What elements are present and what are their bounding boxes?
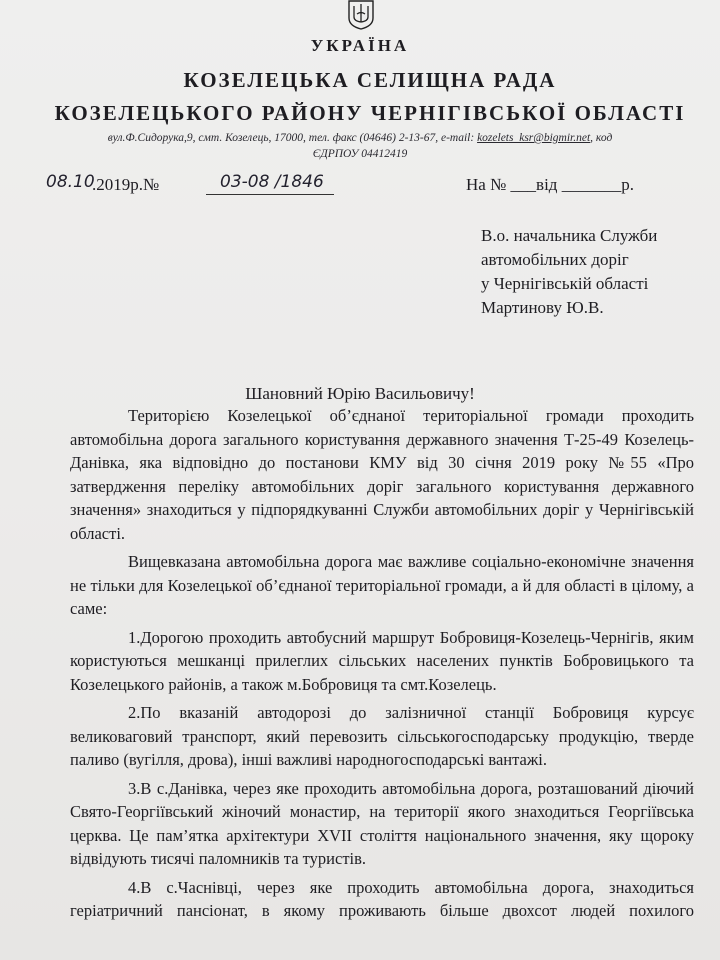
organization-district: КОЗЕЛЕЦЬКОГО РАЙОНУ ЧЕРНІГІВСЬКОЇ ОБЛАСТІ (54, 101, 686, 125)
contact-email: kozelets_ksr@bigmir.net (477, 132, 591, 144)
body-paragraph: 1.Дорогою проходить автобусний маршрут Бобровиця-Козелець-Чернігів, яким користуються мешканці прилеглих сільських населених пунктів Бобровицького та Козелецького районів, а також м.Бобровиця та смт.Козелець. (70, 627, 694, 694)
body-paragraph: Вищевказана автомобільна дорога має важливе соціально-економічне значення не тільки для Козелецької об’єднаної територіальної громади, а й для області в цілому, а саме: (70, 552, 694, 618)
country-heading: УКРАЇНА (310, 36, 410, 55)
incoming-reference: На № ___від _______р. (466, 175, 634, 194)
body-paragraph: 2.По вказаній автодорозі до залізничної станції Бобровиця курсує великоваговий транспорт, який перевозить сільськогосподарську продукцію, тверде паливо (вугілля, дрова), інші важливі народногосподарські вантажі. (70, 703, 694, 769)
contact-registry-code: ЄДРПОУ 04412419 (312, 148, 408, 160)
contact-line-address (0, 130, 720, 146)
trident-coat-of-arms-icon (346, 0, 376, 30)
addressee-line: у Чернігівській області (481, 274, 649, 293)
addressee-block (481, 224, 657, 320)
organization-name: КОЗЕЛЕЦЬКА СЕЛИЩНА РАДА (183, 68, 557, 92)
salutation: Шановний Юрію Васильовичу! (245, 384, 475, 403)
contact-details (0, 130, 720, 162)
addressee-name: Мартинову Ю.В. (481, 298, 604, 317)
reference-row (46, 172, 666, 202)
reference-year-label: .2019р.№ (92, 175, 160, 194)
addressee-line: автомобільних доріг (481, 250, 629, 269)
contact-code-label: , код (590, 132, 613, 144)
letter-body (70, 404, 694, 928)
addressee-line: В.о. начальника Служби (481, 226, 658, 245)
body-paragraph: 4.В с.Часнівці, через яке проходить автомобільна дорога, знаходиться геріатричний пансіонат, в якому проживають більше двохсот людей похилого (70, 877, 694, 920)
reference-number-underline (206, 194, 334, 195)
body-paragraph: Територією Козелецької об’єднаної територіальної громади проходить автомобільна дорога загального користування державного значення Т-25-49 Козелець-Данівка, яка відповідно до постанови КМУ від 30 січня 2019 року №55 «Про затвердження переліку автомобільних доріг загального користування державного значення» знаходиться у підпорядкуванні Служби автомобільних доріг у Чернігівській області. (70, 406, 694, 543)
contact-address: вул.Ф.Сидорука,9, смт. Козелець, 17000, тел. факс (04646) 2-13-67, e-mail: (107, 132, 478, 144)
handwritten-date: 08.10 (46, 172, 95, 192)
handwritten-reference-number: 03-08 /1846 (220, 172, 324, 192)
body-paragraph: 3.В с.Данівка, через яке проходить автомобільна дорога, розташований діючий Свято-Георгіївський жіночий монастир, на території якого знаходиться Георгіївська церква. Це пам’ятка архітектури XVII століття національного значення, яку щороку відвідують тисячі паломників та туристів. (70, 778, 694, 868)
